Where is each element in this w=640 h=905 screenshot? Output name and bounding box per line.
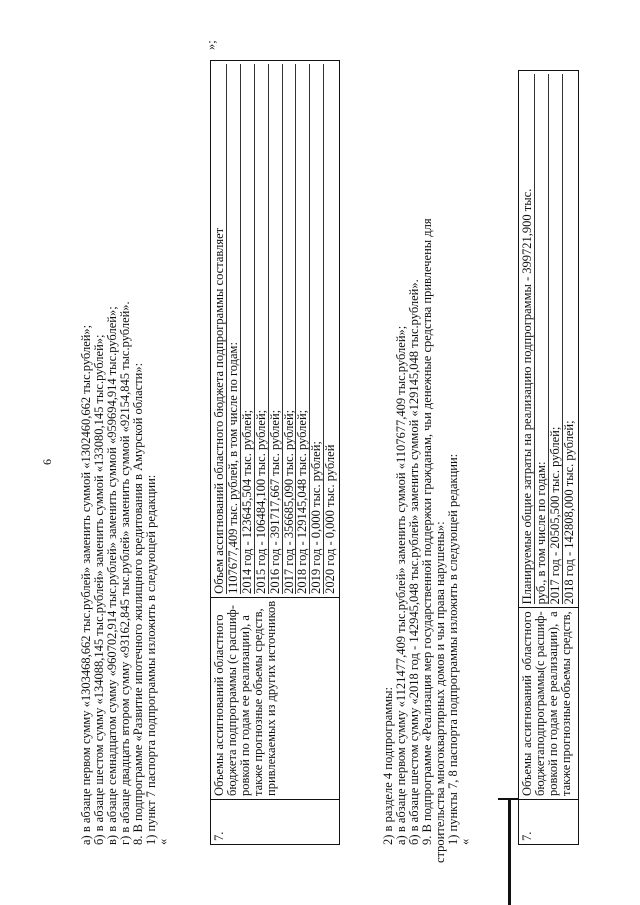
row-value xyxy=(519,71,579,608)
label-word: подпрограммы xyxy=(532,670,547,750)
label-line xyxy=(534,611,547,796)
intro-line: в) в абзаце семнадцатом сумму «960702,914 тыс.рублей» заменить суммой «959694,914 тыс.рублей»; xyxy=(104,306,119,845)
label-line: ровкой по годам ее реализации), а xyxy=(237,615,252,796)
value-line: 2019 год - 0,000 тыс. рублей; xyxy=(310,64,324,594)
label-word: бюджета xyxy=(532,749,547,796)
section-heading: 9. В подпрограмме «Реализация мер государственной поддержки гражданам, чьи денежные средства привлечены для xyxy=(419,218,434,845)
text-line: 1) пункты 7, 8 паспорта подпрограммы изложить в следующей редакции: xyxy=(445,453,460,845)
open-quote: « xyxy=(458,838,473,845)
value-line: руб., в том числе по годам: xyxy=(535,74,549,604)
value-line: 2017 год - 20505,500 тыс. рублей; xyxy=(549,74,563,604)
intro-line: а) в абзаце первом сумму «1303468,662 тыс.рублей» заменить суммой «1302460,662 тыс.рублей»; xyxy=(79,324,93,845)
value-line: Объем ассигнований областного бюджета подпрограммы составляет xyxy=(213,64,227,594)
value-line: 2016 год - 391717,667 тыс. рублей; xyxy=(269,64,283,594)
value-line: 1107677,409 тыс. рублей, в том числе по годам: xyxy=(227,64,241,594)
intro-line: г) в абзаце двадцать втором сумму «93162,845 тыс.рублей» заменить суммой «92154,845 тыс.рублей». xyxy=(117,301,132,845)
label-word: объемы средств, xyxy=(558,611,573,699)
row-number: 7. xyxy=(211,800,340,845)
label-word: областного xyxy=(520,611,534,671)
text-line: строительства многоквартирных домов и чьи права нарушены»: xyxy=(432,521,447,863)
label-line xyxy=(521,611,534,796)
label-line: Объемы ассигнований областного xyxy=(212,614,226,796)
row-label xyxy=(211,597,340,799)
table-row xyxy=(211,60,340,844)
label-word: Объемы xyxy=(520,752,534,796)
label-line: также прогнозные объемы средств, xyxy=(250,608,265,796)
middle-text xyxy=(381,35,473,863)
label-word: (с расшиф- xyxy=(532,611,547,671)
passport-table-2 xyxy=(518,70,579,845)
value-line: 2015 год - 106484,100 тыс. рублей; xyxy=(255,64,269,594)
intro-line: 1) пункт 7 паспорта подпрограммы изложить в следующей редакции: xyxy=(143,474,158,845)
label-line xyxy=(560,611,573,796)
text-line: а) в абзаце первом сумму «1121477,409 тыс.рублей» заменить суммой «1107677,409 тыс.рублей»; xyxy=(393,325,408,845)
label-line xyxy=(547,611,560,796)
close-quote: »; xyxy=(204,40,218,50)
intro-text xyxy=(80,35,170,845)
value-line: 2020 год - 0,000 тыс. рублей xyxy=(323,444,338,594)
scan-edge-mark xyxy=(508,800,511,905)
label-word: прогнозные xyxy=(558,700,573,764)
page-number: 6 xyxy=(40,459,54,465)
label-line: бюджета подпрограммы (с расшиф- xyxy=(224,605,239,796)
passport-table-1 xyxy=(210,60,340,845)
label-word: ассигнований xyxy=(520,675,534,748)
open-quote: « xyxy=(156,838,171,845)
label-word: также xyxy=(558,764,573,796)
label-word: ровкой по годам ее реализации), xyxy=(545,623,560,796)
section-heading: 8. В подпрограмме «Развитие ипотечного жилищного кредитования в Амурской области»: xyxy=(130,362,145,845)
row-number: 7. xyxy=(519,800,579,845)
label-line: привлекаемых из других источников xyxy=(263,600,278,796)
row-label xyxy=(519,608,579,800)
value-line: Планируемые общие затраты на реализацию подпрограммы - 399721,900 тыс. xyxy=(521,74,535,604)
value-line: 2017 год - 356685,090 тыс. рублей; xyxy=(283,64,297,594)
value-line: 2014 год - 123645,504 тыс. рублей; xyxy=(241,64,255,594)
value-line: 2018 год - 142808,000 тыс. рублей; xyxy=(561,420,576,605)
text-line: 2) в разделе 4 подпрограммы: xyxy=(381,686,395,845)
row-value xyxy=(211,60,340,597)
label-word: а xyxy=(545,611,560,617)
text-line: б) в абзаце шестом сумму «2018 год - 142945,048 тыс.рублей» заменить суммой «129145,048 тыс.рублей». xyxy=(406,279,421,845)
intro-line: б) в абзаце шестом сумму «134088,145 тыс.рублей» заменить суммой «133080,145 тыс.рублей»; xyxy=(91,334,106,845)
value-line: 2018 год - 129145,048 тыс. рублей; xyxy=(296,64,310,594)
scan-edge-mark xyxy=(498,798,518,800)
table-row xyxy=(519,71,579,845)
